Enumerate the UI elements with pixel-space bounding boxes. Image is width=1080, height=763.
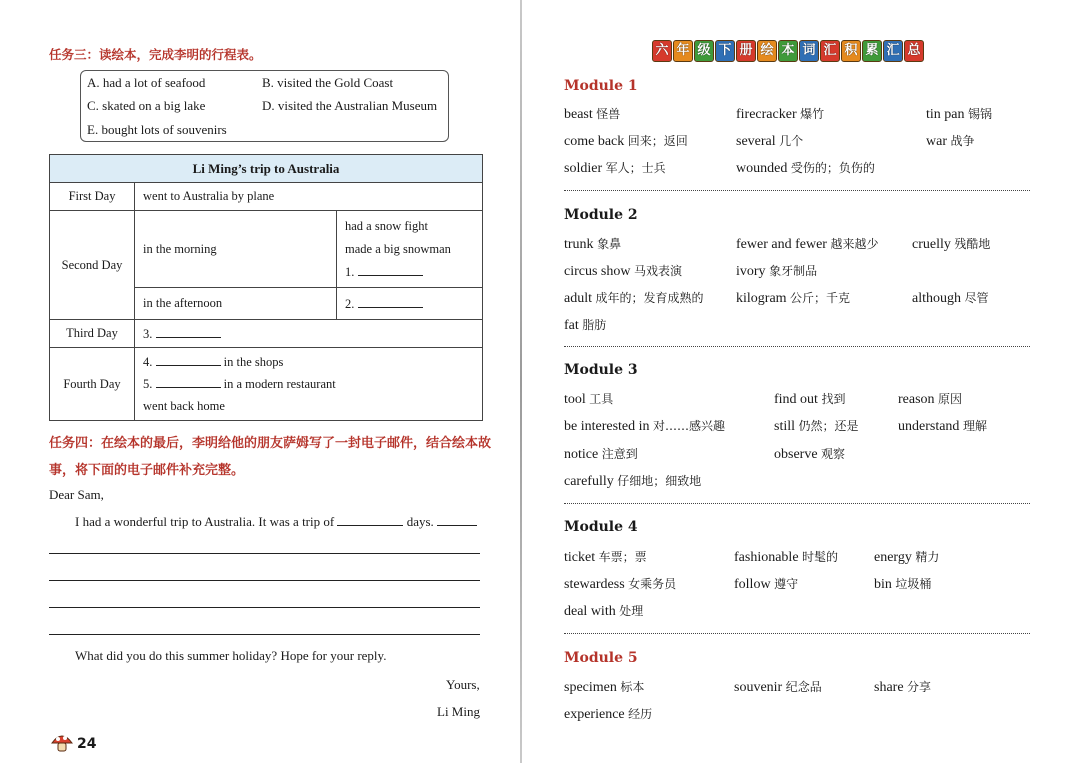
vocab-item bbox=[734, 548, 838, 566]
vocab-meaning: 纪念品 bbox=[785, 680, 822, 694]
vocab-item bbox=[874, 678, 931, 696]
vocab-meaning: 处理 bbox=[619, 604, 644, 618]
vocab-meaning: 仍然；还是 bbox=[798, 419, 859, 433]
module-3-title: Module 3 bbox=[564, 362, 638, 378]
vocab-meaning: 观察 bbox=[821, 447, 846, 461]
dotted-divider bbox=[564, 346, 1030, 347]
vocab-meaning: 经历 bbox=[628, 707, 653, 721]
banner-char: 册 bbox=[736, 40, 756, 62]
shops-text: in the shops bbox=[223, 355, 284, 369]
module-1-title: Module 1 bbox=[564, 78, 638, 94]
morning-item-2: made a big snowman bbox=[345, 241, 451, 256]
blank-5[interactable] bbox=[156, 376, 221, 388]
module-2-title: Module 2 bbox=[564, 207, 638, 223]
fourth-day-cell bbox=[135, 348, 483, 421]
vocab-meaning: 怪兽 bbox=[596, 107, 621, 121]
vocab-item bbox=[564, 678, 644, 696]
vocab-item bbox=[564, 105, 620, 123]
vocab-word: circus show bbox=[564, 264, 631, 279]
vocab-item bbox=[736, 262, 817, 280]
dotted-divider bbox=[564, 503, 1030, 504]
vocab-word: cruelly bbox=[912, 237, 951, 252]
banner-char: 本 bbox=[778, 40, 798, 62]
vocab-item bbox=[564, 445, 638, 463]
vocab-item bbox=[734, 575, 798, 593]
went-back-text: went back home bbox=[143, 399, 225, 413]
writing-line-1[interactable] bbox=[49, 553, 480, 554]
vocab-item bbox=[564, 575, 676, 593]
vocab-word: come back bbox=[564, 134, 625, 149]
vocab-item bbox=[736, 132, 803, 150]
blank-1-number: 1. bbox=[345, 264, 355, 279]
banner-char: 汇 bbox=[820, 40, 840, 62]
vocab-item bbox=[736, 235, 878, 253]
writing-line-4[interactable] bbox=[49, 634, 480, 635]
blank-1[interactable] bbox=[358, 264, 423, 276]
vocab-word: fewer and fewer bbox=[736, 237, 827, 252]
blank-2-number: 2. bbox=[345, 296, 355, 311]
page-number: 24 bbox=[77, 736, 97, 752]
vocab-word: beast bbox=[564, 107, 593, 122]
vocab-meaning: 战争 bbox=[950, 134, 975, 148]
morning-label: in the morning bbox=[135, 211, 337, 288]
vocab-word: ticket bbox=[564, 550, 596, 565]
vocab-item bbox=[898, 390, 962, 408]
vocab-item bbox=[736, 289, 850, 307]
task4-line1: 任务四：在绘本的最后，李明给他的朋友萨姆写了一封电子邮件，结合绘本故 bbox=[49, 436, 492, 451]
letter-closing: Yours, bbox=[446, 677, 480, 692]
vocab-meaning: 垃圾桶 bbox=[895, 577, 932, 591]
vocab-item bbox=[874, 575, 931, 593]
vocab-word: find out bbox=[774, 392, 818, 407]
vocab-meaning: 尽管 bbox=[964, 291, 989, 305]
vocab-item bbox=[564, 235, 621, 253]
blank-3-number: 3. bbox=[143, 326, 153, 341]
fourth-day-row-4 bbox=[143, 351, 474, 373]
letter-greeting: Dear Sam, bbox=[49, 487, 104, 502]
afternoon-label: in the afternoon bbox=[135, 288, 337, 320]
vocab-word: war bbox=[926, 134, 947, 149]
vocab-meaning: 成年的；发育成熟的 bbox=[595, 291, 704, 305]
third-day-label: Third Day bbox=[50, 320, 135, 348]
vocab-meaning: 注意到 bbox=[601, 447, 638, 461]
option-b: B. visited the Gold Coast bbox=[262, 75, 394, 90]
vocab-item bbox=[564, 289, 704, 307]
third-day-cell bbox=[135, 320, 483, 348]
vocab-item bbox=[926, 105, 992, 123]
vocab-word: fat bbox=[564, 318, 579, 333]
vocab-item bbox=[564, 705, 652, 723]
vocab-item bbox=[564, 316, 606, 334]
letter-line1-text: I had a wonderful trip to Australia. It was a trip of bbox=[75, 514, 335, 529]
mushroom-icon bbox=[50, 731, 74, 753]
restaurant-text: in a modern restaurant bbox=[223, 377, 336, 391]
vocab-meaning: 锡锅 bbox=[968, 107, 993, 121]
module-5-title: Module 5 bbox=[564, 650, 638, 666]
vocab-item bbox=[564, 417, 725, 435]
vocab-item bbox=[912, 235, 990, 253]
dotted-divider bbox=[564, 190, 1030, 191]
blank-4-number: 4. bbox=[143, 355, 153, 369]
vocab-meaning: 标本 bbox=[620, 680, 645, 694]
vocab-word: observe bbox=[774, 447, 818, 462]
vocab-word: although bbox=[912, 291, 961, 306]
vocab-meaning: 车票；票 bbox=[598, 550, 647, 564]
vocab-item bbox=[564, 262, 682, 280]
trip-table bbox=[49, 154, 483, 421]
letter-days-word: days. bbox=[406, 514, 434, 529]
option-a: A. had a lot of seafood bbox=[87, 75, 206, 90]
vocab-word: soldier bbox=[564, 161, 603, 176]
blank-4[interactable] bbox=[156, 354, 221, 366]
vocab-item bbox=[564, 390, 613, 408]
blank-2[interactable] bbox=[358, 296, 423, 308]
fourth-day-label: Fourth Day bbox=[50, 348, 135, 421]
vocab-word: stewardess bbox=[564, 577, 625, 592]
vocab-item bbox=[736, 105, 824, 123]
vocab-meaning: 精力 bbox=[915, 550, 940, 564]
vocab-meaning: 仔细地；细致地 bbox=[617, 474, 702, 488]
vocab-meaning: 公斤；千克 bbox=[790, 291, 851, 305]
vocab-item bbox=[898, 417, 987, 435]
vocab-meaning: 原因 bbox=[938, 392, 963, 406]
vocab-meaning: 女乘务员 bbox=[628, 577, 677, 591]
vocab-word: still bbox=[774, 419, 796, 434]
vocab-item bbox=[564, 548, 647, 566]
vocab-meaning: 越来越少 bbox=[830, 237, 879, 251]
vocab-meaning: 对……感兴趣 bbox=[653, 419, 726, 433]
vocab-item bbox=[734, 678, 822, 696]
vocab-word: notice bbox=[564, 447, 599, 462]
vocab-item bbox=[874, 548, 939, 566]
vocab-item bbox=[774, 417, 859, 435]
vocab-word: tool bbox=[564, 392, 586, 407]
vocab-word: share bbox=[874, 680, 904, 695]
morning-activities bbox=[337, 211, 483, 288]
options-box bbox=[80, 70, 449, 142]
vocab-word: deal with bbox=[564, 604, 616, 619]
vocab-meaning: 遵守 bbox=[774, 577, 799, 591]
trip-table-title: Li Ming’s trip to Australia bbox=[50, 155, 483, 183]
option-e: E. bought lots of souvenirs bbox=[87, 122, 227, 137]
option-d: D. visited the Australian Museum bbox=[262, 98, 438, 113]
dotted-divider bbox=[564, 633, 1030, 634]
letter-days-blank[interactable] bbox=[337, 514, 403, 526]
vocab-meaning: 理解 bbox=[962, 419, 987, 433]
vocab-word: bin bbox=[874, 577, 892, 592]
blank-1-row bbox=[345, 261, 474, 284]
vocab-item bbox=[774, 445, 845, 463]
banner-char: 词 bbox=[799, 40, 819, 62]
vocab-meaning: 残酷地 bbox=[954, 237, 991, 251]
vocab-word: follow bbox=[734, 577, 771, 592]
page-fold bbox=[520, 0, 522, 763]
vocab-word: ivory bbox=[736, 264, 766, 279]
vocab-word: understand bbox=[898, 419, 960, 434]
vocab-item bbox=[926, 132, 975, 150]
letter-line1-blank[interactable] bbox=[437, 514, 477, 526]
second-day-label: Second Day bbox=[50, 211, 135, 320]
vocab-meaning: 军人；士兵 bbox=[605, 161, 666, 175]
vocab-word: several bbox=[736, 134, 776, 149]
vocab-word: fashionable bbox=[734, 550, 799, 565]
first-day-label: First Day bbox=[50, 183, 135, 211]
morning-item-1: had a snow fight bbox=[345, 218, 428, 233]
vocab-word: energy bbox=[874, 550, 912, 565]
banner-char: 六 bbox=[652, 40, 672, 62]
letter-question: What did you do this summer holiday? Hope for your reply. bbox=[75, 648, 387, 663]
vocab-word: wounded bbox=[736, 161, 788, 176]
vocab-item bbox=[736, 159, 875, 177]
option-c: C. skated on a big lake bbox=[87, 98, 206, 113]
vocab-word: carefully bbox=[564, 474, 614, 489]
vocab-meaning: 工具 bbox=[589, 392, 614, 406]
banner-char: 下 bbox=[715, 40, 735, 62]
vocab-word: souvenir bbox=[734, 680, 783, 695]
vocab-meaning: 分享 bbox=[907, 680, 932, 694]
vocab-banner bbox=[652, 40, 924, 62]
vocab-meaning: 象鼻 bbox=[597, 237, 622, 251]
task3-title: 任务三：读绘本，完成李明的行程表。 bbox=[49, 47, 262, 62]
vocab-item bbox=[774, 390, 845, 408]
vocab-word: tin pan bbox=[926, 107, 965, 122]
vocab-meaning: 脂肪 bbox=[582, 318, 607, 332]
vocab-word: be interested in bbox=[564, 419, 650, 434]
vocab-word: specimen bbox=[564, 680, 617, 695]
banner-char: 累 bbox=[862, 40, 882, 62]
vocab-word: experience bbox=[564, 707, 625, 722]
vocab-meaning: 回来；返回 bbox=[627, 134, 688, 148]
vocab-meaning: 爆竹 bbox=[800, 107, 825, 121]
blank-5-number: 5. bbox=[143, 377, 153, 391]
letter-line1 bbox=[75, 514, 477, 530]
vocab-item bbox=[912, 289, 989, 307]
banner-char: 汇 bbox=[883, 40, 903, 62]
vocab-item bbox=[564, 159, 666, 177]
vocab-item bbox=[564, 472, 701, 490]
banner-char: 绘 bbox=[757, 40, 777, 62]
vocab-meaning: 时髦的 bbox=[802, 550, 839, 564]
banner-char: 年 bbox=[673, 40, 693, 62]
task4-line2: 事，将下面的电子邮件补充完整。 bbox=[49, 463, 245, 478]
vocab-meaning: 几个 bbox=[779, 134, 804, 148]
first-day-text: went to Australia by plane bbox=[135, 183, 483, 211]
letter-signature: Li Ming bbox=[437, 704, 480, 719]
vocab-meaning: 象牙制品 bbox=[769, 264, 818, 278]
afternoon-cell bbox=[337, 288, 483, 320]
writing-line-3[interactable] bbox=[49, 607, 480, 608]
vocab-item bbox=[564, 132, 688, 150]
blank-3[interactable] bbox=[156, 326, 221, 338]
vocab-word: reason bbox=[898, 392, 935, 407]
vocab-word: trunk bbox=[564, 237, 594, 252]
banner-char: 积 bbox=[841, 40, 861, 62]
vocab-item bbox=[564, 602, 643, 620]
banner-char: 总 bbox=[904, 40, 924, 62]
vocab-meaning: 受伤的；负伤的 bbox=[790, 161, 875, 175]
vocab-meaning: 找到 bbox=[821, 392, 846, 406]
vocab-word: adult bbox=[564, 291, 592, 306]
vocab-word: firecracker bbox=[736, 107, 797, 122]
vocab-word: kilogram bbox=[736, 291, 787, 306]
writing-line-2[interactable] bbox=[49, 580, 480, 581]
vocab-meaning: 马戏表演 bbox=[634, 264, 683, 278]
module-4-title: Module 4 bbox=[564, 519, 638, 535]
fourth-day-row-5 bbox=[143, 373, 474, 395]
banner-char: 级 bbox=[694, 40, 714, 62]
